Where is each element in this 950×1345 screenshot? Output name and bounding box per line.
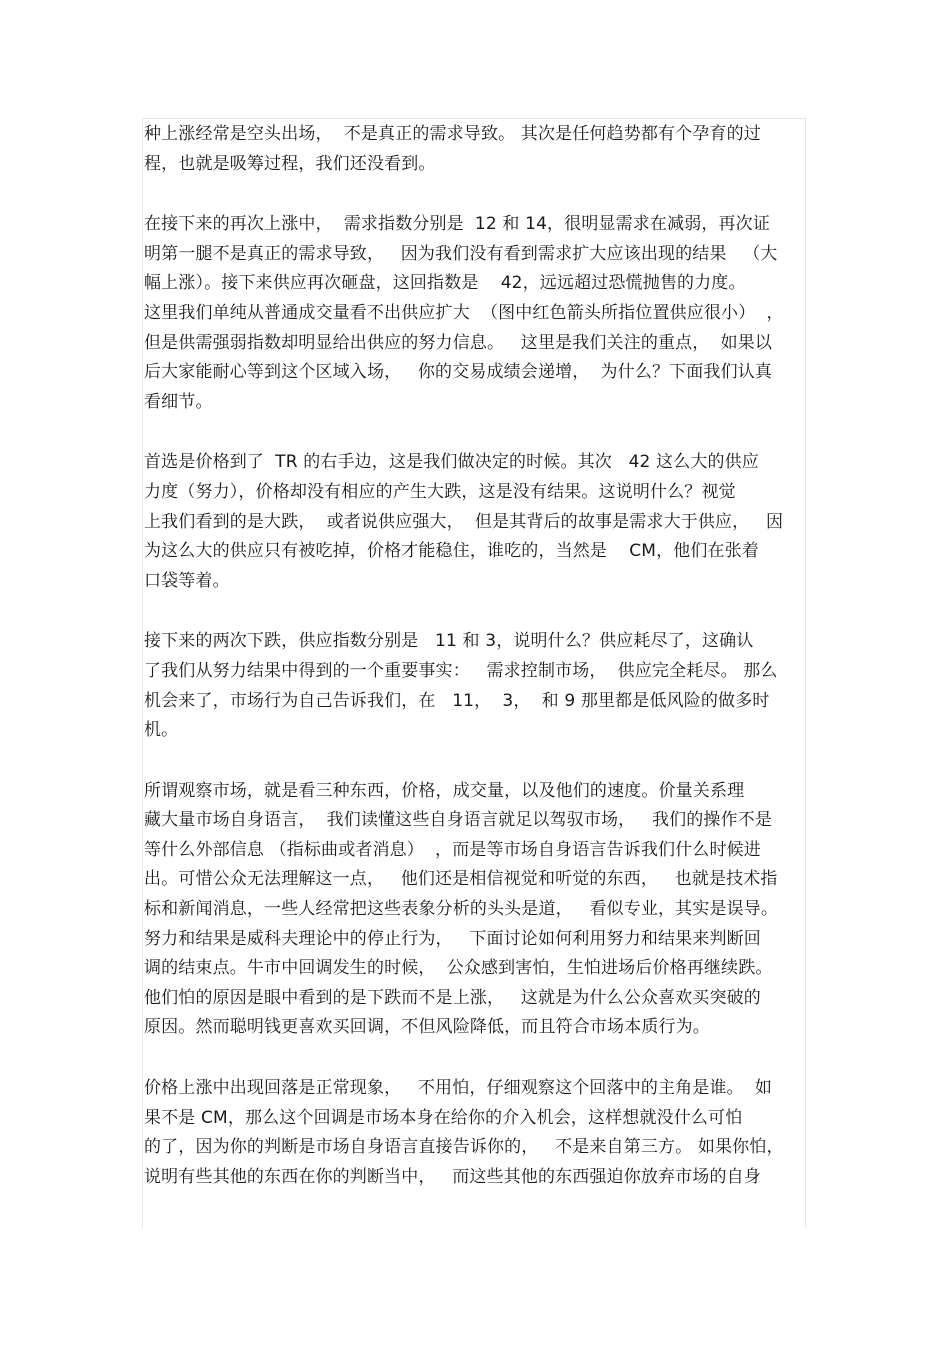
text-line: 标和新闻消息，一些人经常把这些表象分析的头头是道， 看似专业，其实是误导。	[144, 899, 779, 920]
text-line: 看细节。	[144, 391, 213, 412]
text-line: 接下来的两次下跌，供应指数分别是 11 和 3，说明什么？供应耗尽了，这确认	[144, 631, 754, 652]
text-line: 明第一腿不是真正的需求导致， 因为我们没有看到需求扩大应该出现的结果 （大	[144, 243, 778, 264]
text-line: 努力和结果是威科夫理论中的停止行为， 下面讨论如何利用努力和结果来判断回	[144, 928, 761, 949]
text-line: 力度（努力），价格却没有相应的产生大跌，这是没有结果。这说明什么？视觉	[144, 481, 736, 502]
paragraph	[144, 448, 806, 596]
text-line: 藏大量市场自身语言， 我们读懂这些自身语言就足以驾驭市场， 我们的操作不是	[144, 810, 773, 831]
text-line: 价格上涨中出现回落是正常现象， 不用怕，仔细观察这个回落中的主角是谁。 如	[144, 1078, 773, 1099]
text-line: 机。	[144, 720, 179, 741]
text-line: 调的结束点。牛市中回调发生的时候， 公众感到害怕，生怕进场后价格再继续跌。	[144, 958, 773, 979]
text-line: 的了，因为你的判断是市场自身语言直接告诉你的， 不是来自第三方。 如果你怕，	[144, 1137, 784, 1158]
text-line: 了我们从努力结果中得到的一个重要事实： 需求控制市场， 供应完全耗尽。 那么	[144, 660, 778, 681]
paragraph	[144, 1074, 806, 1192]
text-line: 出。可惜公众无法理解这一点， 他们还是相信视觉和听觉的东西， 也就是技术指	[144, 869, 778, 890]
paragraph	[144, 210, 806, 417]
text-line: 后大家能耐心等到这个区域入场， 你的交易成绩会递增， 为什么？下面我们认真	[144, 362, 773, 383]
text-line: 但是供需强弱指数却明显给出供应的努力信息。 这里是我们关注的重点， 如果以	[144, 332, 773, 353]
text-line: 在接下来的再次上涨中， 需求指数分别是 12 和 14，很明显需求在减弱，再次证	[144, 214, 770, 235]
text-line: 程，也就是吸筹过程，我们还没看到。	[144, 153, 436, 174]
text-line: 为这么大的供应只有被吃掉，价格才能稳住，谁吃的，当然是 CM，他们在张着	[144, 541, 760, 562]
text-line: 幅上涨）。接下来供应再次砸盘，这回指数是 42，远远超过恐慌抛售的力度。	[144, 273, 746, 294]
text-line: 等什么外部信息 （指标曲或者消息） ，而是等市场自身语言告诉我们什么时候进	[144, 839, 761, 860]
text-line: 上我们看到的是大跌， 或者说供应强大， 但是其背后的故事是需求大于供应， 因	[144, 511, 784, 532]
document-body	[144, 120, 806, 1223]
text-line: 果不是 CM，那么这个回调是市场本身在给你的介入机会，这样想就没什么可怕	[144, 1107, 743, 1128]
text-line: 口袋等着。	[144, 570, 230, 591]
paragraph	[144, 120, 806, 179]
text-line: 说明有些其他的东西在你的判断当中， 而这些其他的东西强迫你放弃市场的自身	[144, 1166, 761, 1187]
paragraph	[144, 627, 806, 745]
text-line: 他们怕的原因是眼中看到的是下跌而不是上涨， 这就是为什么公众喜欢买突破的	[144, 987, 761, 1008]
paragraph	[144, 777, 806, 1043]
text-line: 这里我们单纯从普通成交量看不出供应扩大 （图中红色箭头所指位置供应很小） ，	[144, 302, 784, 323]
text-line: 所谓观察市场，就是看三种东西，价格，成交量，以及他们的速度。价量关系理	[144, 780, 745, 801]
text-line: 原因。然而聪明钱更喜欢买回调，不但风险降低，而且符合市场本质行为。	[144, 1017, 710, 1038]
text-line: 机会来了，市场行为自己告诉我们，在 11， 3， 和 9 那里都是低风险的做多时	[144, 690, 770, 711]
text-line: 种上涨经常是空头出场， 不是真正的需求导致。 其次是任何趋势都有个孕育的过	[144, 124, 761, 144]
text-line: 首选是价格到了 TR 的右手边，这是我们做决定的时候。其次 42 这么大的供应	[144, 452, 759, 473]
